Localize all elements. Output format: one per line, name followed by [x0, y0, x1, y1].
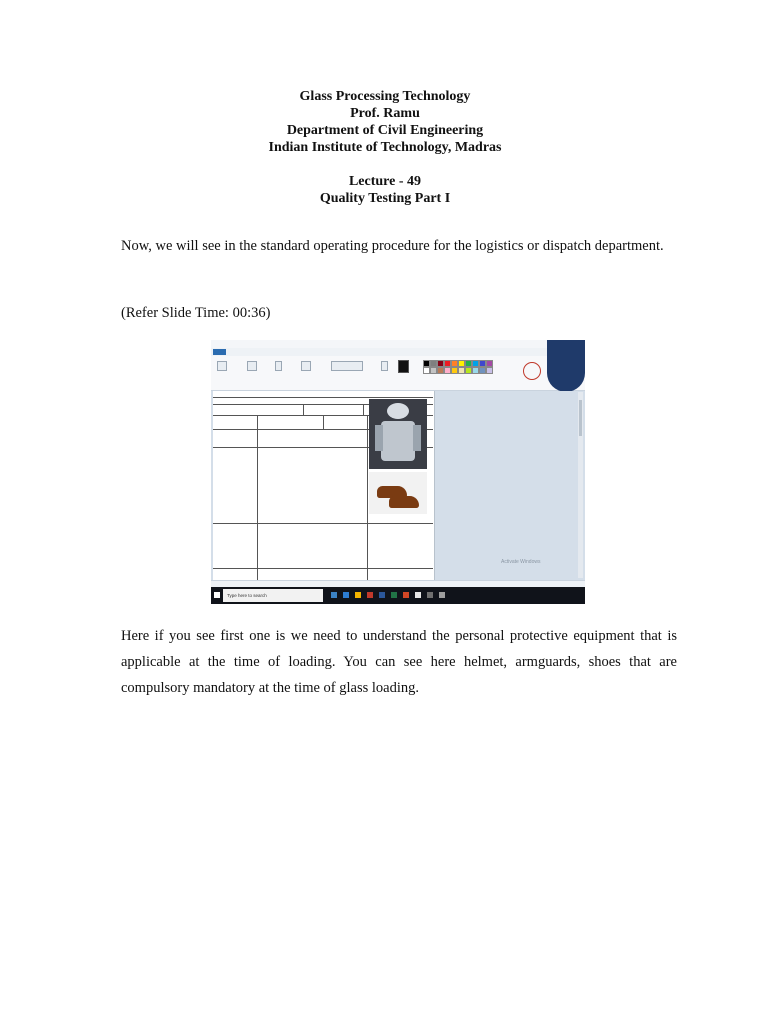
intro-paragraph: Now, we will see in the standard operating procedure for the logistics or dispatch department.	[121, 238, 664, 254]
folder-icon[interactable]	[355, 592, 361, 598]
institute-badge	[547, 340, 585, 392]
activate-windows-watermark: Activate Windows	[501, 559, 541, 565]
paint-titlebar	[211, 340, 585, 348]
nptel-logo	[523, 362, 541, 380]
slide-screenshot	[211, 340, 585, 604]
paint-ribbon	[211, 356, 585, 391]
paint-icon[interactable]	[415, 592, 421, 598]
body-paragraph: Here if you see first one is we need to understand the personal protective equipment that is applicable at the time of loading. You can see here helmet, armguards, shoes that are compulsory mandatory at the time of glass loading.	[121, 628, 677, 696]
select-icon	[247, 361, 257, 371]
app2-icon[interactable]	[427, 592, 433, 598]
edge-icon[interactable]	[343, 592, 349, 598]
brushes-icon	[301, 361, 311, 371]
color1-swatch	[398, 360, 409, 373]
table-row	[213, 523, 433, 569]
app3-icon[interactable]	[439, 592, 445, 598]
paste-icon	[217, 361, 227, 371]
course-title: Glass Processing Technology	[299, 89, 471, 104]
taskbar-search-input[interactable]: Type here to search	[223, 589, 323, 602]
lecture-number: Lecture - 49	[348, 174, 422, 189]
lecture-topic: Quality Testing Part I	[319, 191, 451, 206]
tools-icon	[275, 361, 282, 371]
excel-icon[interactable]	[391, 592, 397, 598]
color-palette	[423, 360, 495, 382]
shoes-photo	[369, 472, 427, 514]
windows-taskbar	[211, 587, 585, 604]
size-icon	[381, 361, 388, 371]
cortana-icon[interactable]	[331, 592, 337, 598]
file-tab	[213, 349, 226, 355]
department-name: Department of Civil Engineering	[286, 123, 484, 138]
professor-name: Prof. Ramu	[350, 106, 420, 121]
windows-start-icon[interactable]	[214, 592, 220, 598]
shapes-icon	[331, 361, 363, 371]
scrollbar-thumb[interactable]	[579, 400, 582, 436]
ppe-photo	[369, 399, 427, 469]
ribbon-tabs	[211, 348, 585, 356]
app-icon[interactable]	[367, 592, 373, 598]
powerpoint-icon[interactable]	[403, 592, 409, 598]
institute-name: Indian Institute of Technology, Madras	[268, 140, 502, 155]
word-icon[interactable]	[379, 592, 385, 598]
lecture-header	[0, 88, 770, 207]
slide-reference: (Refer Slide Time: 00:36)	[121, 305, 271, 321]
